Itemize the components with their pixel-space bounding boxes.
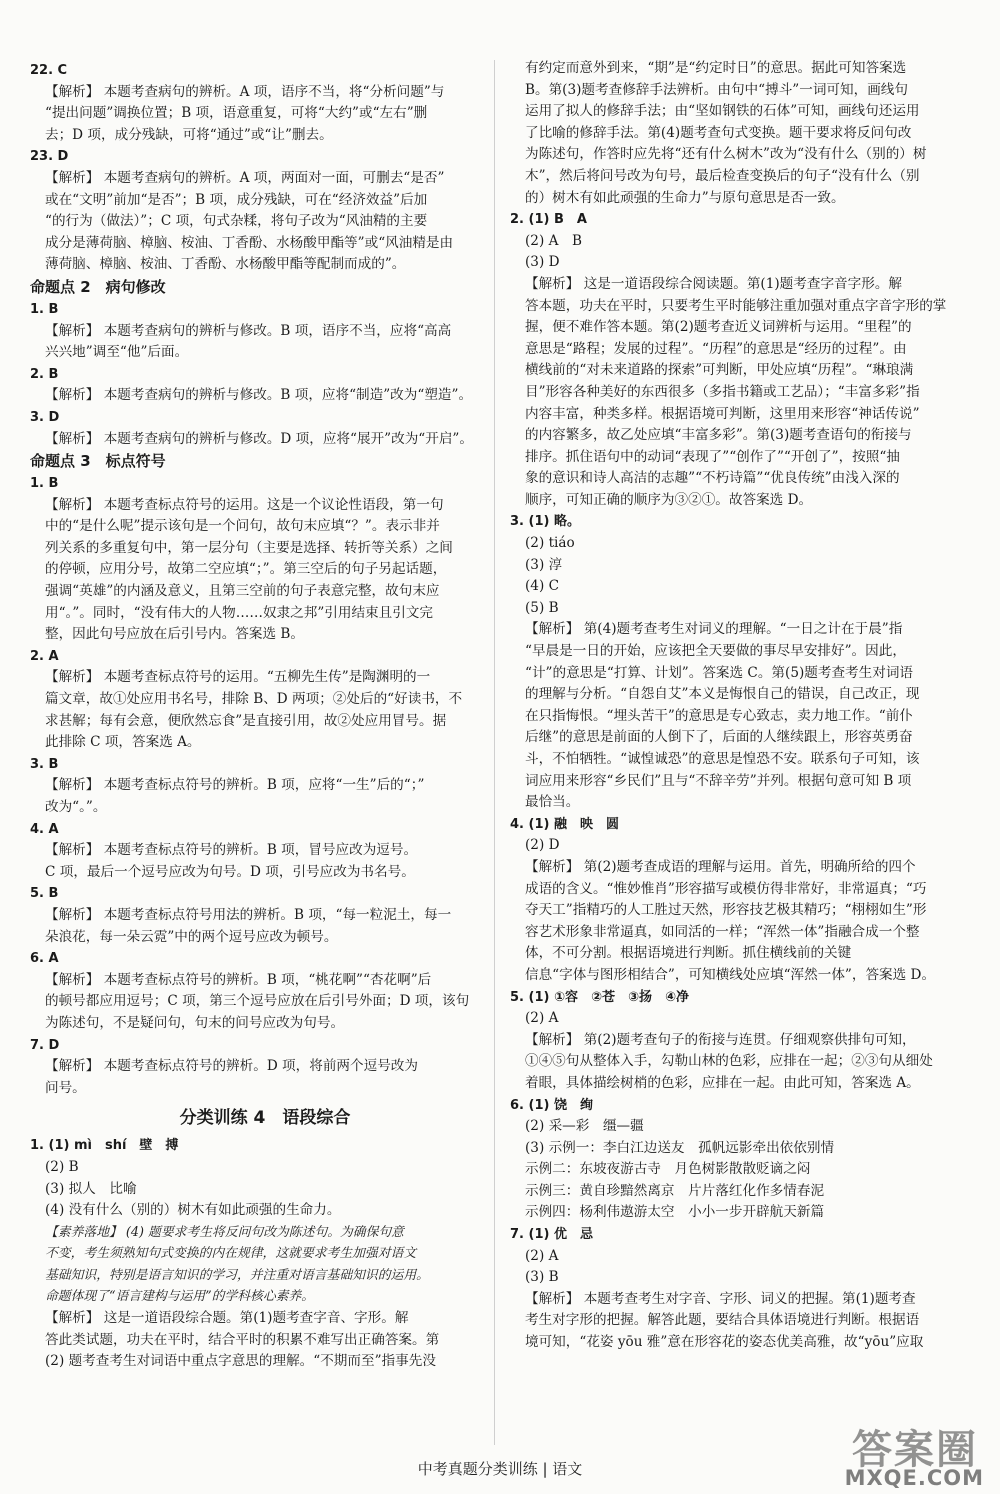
answer-text-line: 的理解与分析。“自怨自艾”本义是悔恨自己的错误，自己改正，现	[525, 686, 920, 703]
answer-text-line: 的顿号都应用逗号；C 项，第三个逗号应放在后引号外面；D 项，该句	[45, 993, 470, 1010]
question-number: 4. (1) 融 映 圆	[510, 816, 619, 832]
literacy-note-line: 不变，考生须熟知句式变换的内在规律，这就要求考生加强对语文	[45, 1246, 417, 1262]
answer-text-line: 改为“。”。	[45, 799, 107, 815]
answer-text-line: 考生对字形的把握。解答此题，要结合具体语境进行判断。根据语	[525, 1312, 920, 1329]
answer-text-line: 【解析】 本题考查标点符号用法的辨析。B 项，“每一粒泥土，每一	[45, 906, 452, 923]
answer-text-line: 在只指悔恨。“埋头苦干”的意思是专心致志，卖力地工作。“前仆	[525, 707, 913, 724]
left-column	[30, 60, 500, 1373]
page-footer: 中考真题分类训练 | 语文	[417, 1460, 583, 1478]
answer-text-line: 或在“文明”前加“是否”；B 项，成分残缺，可在“经济效益”后加	[45, 191, 428, 208]
answer-text-line: (2) A	[525, 1010, 559, 1027]
answer-text-line: 成分是薄荷脑、樟脑、桉油、丁香酚、水杨酸甲酯等”或“风油精是由	[45, 234, 454, 251]
answer-text-line: 示例二：东坡夜游古寺 月色树影散散贬谪之闷	[525, 1161, 811, 1178]
question-number: 6. A	[30, 951, 59, 967]
answer-text-line: (2) A B	[525, 232, 582, 249]
watermark-text: 答案圈	[852, 1427, 978, 1473]
answer-text-line: 强调“英雄”的内涵及意义，且第三空前的句子表意完整，故句末应	[45, 583, 440, 600]
answer-text-line: (4) 没有什么（别的）树木有如此顽强的生命力。	[45, 1202, 341, 1219]
answer-text-line: 容艺术形象非常逼真，如同活的一样；“浑然一体”指融合成一个整	[525, 923, 920, 940]
question-number: 5. (1) ①容 ②苍 ③扬 ④净	[510, 989, 689, 1005]
answer-text-line: (2) D	[525, 837, 560, 854]
answer-text-line: 用“。”。同时，“没有伟大的人物……奴隶之邦”引用结束且引文完	[45, 604, 434, 621]
answer-text-line: 的停顿，应用分号，故第二空应填“；”。第三空后的句子另起话题，	[45, 561, 447, 578]
answer-text-line: 【解析】 第(2)题考查成语的理解与运用。首先，明确所给的四个	[525, 858, 916, 875]
answer-text-line: 内容丰富，种类多样。根据语境可判断，这里用来形容“神话传说”	[525, 405, 920, 422]
answer-text-line: 体，不可分割。根据语境进行判断。抓住横线前的关键	[525, 945, 852, 962]
watermark-logo	[832, 1418, 992, 1490]
answer-text-line: “计”的意思是“打算、计划”。答案选 C。第(5)题考查考生对词语	[525, 664, 914, 681]
answer-text-line: 【解析】 本题考查标点符号的运用。这是一个议论性语段，第一句	[45, 496, 444, 513]
answer-text-line: 答本题，功夫在平时，只要考生平时能够注重加强对重点字音字形的掌	[525, 297, 947, 314]
right-column	[510, 58, 980, 1354]
answer-text-line: (2) tiáo	[525, 535, 575, 552]
answer-text-line: 【解析】 本题考查标点符号的辨析。B 项，应将“一生”后的“；”	[45, 777, 425, 794]
answer-text-line: 意思是“路程；发展的过程”。“历程”的意思是“经历的过程”。由	[525, 340, 907, 357]
literacy-note-line: 命题体现了“语言建构与运用”的学科核心素养。	[45, 1289, 315, 1305]
answer-text-line: “提出问题”调换位置；B 项，语意重复，可将“大约”或“左右”删	[45, 105, 428, 122]
answer-text-line: 此排除 C 项，答案选 A。	[45, 734, 201, 751]
answer-text-line: 【解析】 第(2)题考查句子的衔接与连贯。仔细观察供排句可知，	[525, 1031, 916, 1048]
question-number: 1. (1) mì shí 壁 搏	[30, 1138, 179, 1154]
answer-text-line: 求甚解；每有会意，便欣然忘食”是直接引用，故②处应用冒号。据	[45, 712, 447, 729]
answer-text-line: 【解析】 本题考查病句的辨析与修改。D 项，应将“展开”改为“开启”。	[45, 430, 473, 447]
question-number: 3. B	[30, 756, 59, 772]
literacy-note-line: 【素养落地】 (4) 题要求考生将反问句改为陈述句。为确保句意	[45, 1224, 404, 1240]
answer-text-line: 示例三：黄自珍黯然离京 片片落红化作多情春泥	[525, 1182, 825, 1199]
answer-text-line: “的行为（做法）”；C 项，句式杂糅，将句子改为“风油精的主要	[45, 213, 428, 230]
answer-text-line: (2) B	[45, 1158, 79, 1175]
answer-text-line: 【解析】 本题考查标点符号的辨析。B 项，冒号应改为逗号。	[45, 842, 418, 859]
answer-text-line: 象的意识和诗人高洁的志趣”“不朽诗篇”“优良传统”由浅入深的	[525, 470, 900, 487]
answer-text-line: 为陈述句，作答时应先将“还有什么树木”改为“没有什么（别的）树	[525, 146, 927, 163]
question-number: 2. A	[30, 648, 59, 664]
answer-text-line: 【解析】 这是一道语段综合阅读题。第(1)题考查字音字形。解	[525, 275, 903, 292]
answer-text-line: 薄荷脑、樟脑、桉油、丁香酚、水杨酸甲酯等配制而成的”。	[45, 256, 406, 273]
answer-text-line: 朵浪花，每一朵云霓”中的两个逗号应改为顿号。	[45, 928, 338, 945]
answer-text-line: 答此类试题，功夫在平时，结合平时的积累不难写出正确答案。第	[45, 1331, 440, 1348]
answer-text-line: 着眼，具体描绘树梢的色彩，应排在一起。由此可知，答案选 A。	[525, 1074, 920, 1091]
answer-text-line: 境可知，“花姿 yōu 雅”意在形容花的姿态优美高雅，故“yōu”应取	[525, 1334, 924, 1351]
answer-text-line: 的）树木有如此顽强的生命力”与原句意思是否一致。	[525, 189, 845, 206]
answer-text-line: ①④⑤句从整体入手，勾勒山林的色彩，应排在一起；②③句从细处	[525, 1053, 933, 1070]
question-number: 7. D	[30, 1037, 60, 1053]
answer-text-line: 【解析】 本题考查病句的辨析。A 项，两面对一面，可删去“是否”	[45, 169, 445, 186]
answer-text-line: 【解析】 本题考查病句的辨析与修改。B 项，应将“制造”改为“塑造”。	[45, 387, 473, 404]
question-number: 3. (1) 略。	[510, 514, 580, 530]
answer-text-line: 成语的含义。“惟妙惟肖”形容描写或模仿得非常好，非常逼真；“巧	[525, 880, 927, 897]
answer-text-line: 【解析】 本题考查标点符号的辨析。B 项，“桃花啊”“杏花啊”后	[45, 971, 432, 988]
answer-text-line: 运用了拟人的修辞手法；由“坚如钢铁的石体”可知，画线句还运用	[525, 103, 920, 120]
answer-text-line: 夺天工”指精巧的人工胜过天然，形容技艺极其精巧；“栩栩如生”形	[525, 902, 927, 919]
answer-text-line: C 项，最后一个逗号应改为句号。D 项，引号应改为书名号。	[45, 863, 415, 880]
answer-text-line: 【解析】 本题考查考生对字音、字形、词义的把握。第(1)题考查	[525, 1290, 916, 1307]
answer-text-line: 兴兴地”调至“他”后面。	[45, 344, 189, 361]
question-number: 23. D	[30, 149, 69, 165]
answer-text-line: 整，因此句号应放在后引号内。答案选 B。	[45, 626, 304, 643]
answer-text-line: 【解析】 这是一道语段综合题。第(1)题考查字音、字形。解	[45, 1310, 409, 1327]
answer-text-line: 信息“字体与图形相结合”，可知横线处应填“浑然一体”，答案选 D。	[525, 966, 936, 983]
answer-text-line: 词应用来形容“乡民们”且与“不辞辛劳”并列。根据句意可知 B 项	[525, 772, 912, 789]
literacy-note-line: 基础知识，特别是语言知识的学习，并注重对语言基础知识的运用。	[45, 1267, 429, 1283]
answer-text-line: (3) B	[525, 1269, 559, 1286]
answer-text-line: 横线前的“对未来道路的探索”可判断，甲处应填“历程”。“琳琅满	[525, 362, 914, 379]
answer-text-line: 的内容繁多，故乙处应填“丰富多彩”。第(3)题考查语句的衔接与	[525, 427, 912, 444]
question-number: 5. B	[30, 886, 59, 902]
answer-text-line: 【解析】 本题考查标点符号的运用。“五柳先生传”是陶渊明的一	[45, 669, 431, 686]
answer-text-line: (3) 拟人 比喻	[45, 1180, 137, 1197]
question-number: 22. C	[30, 63, 68, 78]
answer-text-line: 顺序，可知正确的顺序为③②①。故答案选 D。	[525, 491, 813, 508]
answer-text-line: (2) 题考查考生对词语中重点字意思的理解。“不期而至”指事先没	[45, 1353, 436, 1370]
question-number: 1. B	[30, 301, 59, 317]
answer-text-line: 【解析】 本题考查病句的辨析。A 项，语序不当，将“分析问题”与	[45, 83, 445, 100]
topic-heading: 命题点 3 标点符号	[30, 452, 166, 471]
section-title: 分类训练 4 语段综合	[179, 1108, 351, 1129]
question-number: 2. B	[30, 366, 59, 382]
answer-text-line: 【解析】 本题考查病句的辨析与修改。B 项，语序不当，应将“高高	[45, 322, 452, 339]
question-number: 1. B	[30, 476, 59, 492]
answer-text-line: 【解析】 第(4)题考查考生对词义的理解。“一日之计在于晨”指	[525, 621, 903, 638]
answer-text-line: 列关系的多重复句中，第一层分句（主要是选择、转折等关系）之间	[45, 539, 453, 556]
answer-text-line: 斗，不怕牺牲。“诚惶诚恐”的意思是惶恐不安。联系句子可知，该	[525, 751, 920, 767]
answer-text-line: 去；D 项，成分残缺，可将“通过”或“让”删去。	[45, 126, 333, 143]
question-number: 7. (1) 优 忌	[510, 1227, 593, 1243]
topic-heading: 命题点 2 病句修改	[30, 277, 166, 296]
question-number: 2. (1) B A	[510, 212, 587, 228]
answer-text-line: (3) 示例一：李白江边送友 孤帆远影牵出依依别情	[525, 1139, 835, 1156]
answer-text-line: B。第(3)题考查修辞手法辨析。由句中“搏斗”一词可知，画线句	[525, 81, 908, 98]
column-divider	[494, 60, 495, 1445]
answer-text-line: “早晨是一日的开始，应该把全天要做的事尽早安排好”。因此，	[525, 643, 906, 660]
answer-text-line: (5) B	[525, 599, 559, 616]
answer-text-line: 最恰当。	[525, 794, 580, 811]
answer-text-line: (2) A	[525, 1247, 559, 1264]
answer-text-line: 示例四：杨利伟遨游太空 小小一步开辟航天新篇	[525, 1204, 825, 1221]
answer-text-line: 握，便不难作答本题。第(2)题考查近义词辨析与运用。“里程”的	[525, 319, 912, 336]
question-number: 3. D	[30, 409, 60, 425]
answer-text-line: 目”形容各种美好的东西很多（多指书籍或工艺品）；“丰富多彩”指	[525, 383, 920, 400]
answer-text-line: 木”，然后将问号改为句号，最后检查变换后的句子“没有什么（别	[525, 167, 920, 184]
answer-text-line: 了比喻的修辞手法。第(4)题考查句式变换。题干要求将反问句改	[525, 124, 912, 141]
answer-text-line: (3) D	[525, 254, 560, 271]
answer-text-line: (2) 采—彩 缰—疆	[525, 1118, 644, 1135]
answer-text-line: (4) C	[525, 578, 559, 595]
watermark-url: MXQE.COM	[844, 1466, 984, 1490]
answer-text-line: 后继”的意思是前面的人倒下了，后面的人继续跟上，形容英勇奋	[525, 729, 913, 746]
answer-text-line: 问号。	[45, 1079, 86, 1096]
answer-text-line: 篇文章，故①处应用书名号，排除 B、D 两项；②处后的“好读书，不	[45, 691, 463, 708]
answer-text-line: 中的“是什么呢”提示该句是一个问句，故句末应填“？”。表示非并	[45, 518, 440, 535]
answer-text-line: 有约定而意外到来，“期”是“约定时日”的意思。据此可知答案选	[525, 60, 907, 76]
answer-text-line: 【解析】 本题考查标点符号的辨析。D 项，将前两个逗号改为	[45, 1058, 418, 1075]
answer-text-line: 为陈述句，不是疑问句，句末的问号应改为句号。	[45, 1014, 345, 1031]
answer-text-line: (3) 淳	[525, 556, 563, 573]
answer-text-line: 排序。抓住语句中的动词“表现了”“创作了”“开创了”，按照“抽	[525, 448, 900, 465]
question-number: 6. (1) 饶 绚	[510, 1097, 593, 1113]
question-number: 4. A	[30, 821, 59, 837]
